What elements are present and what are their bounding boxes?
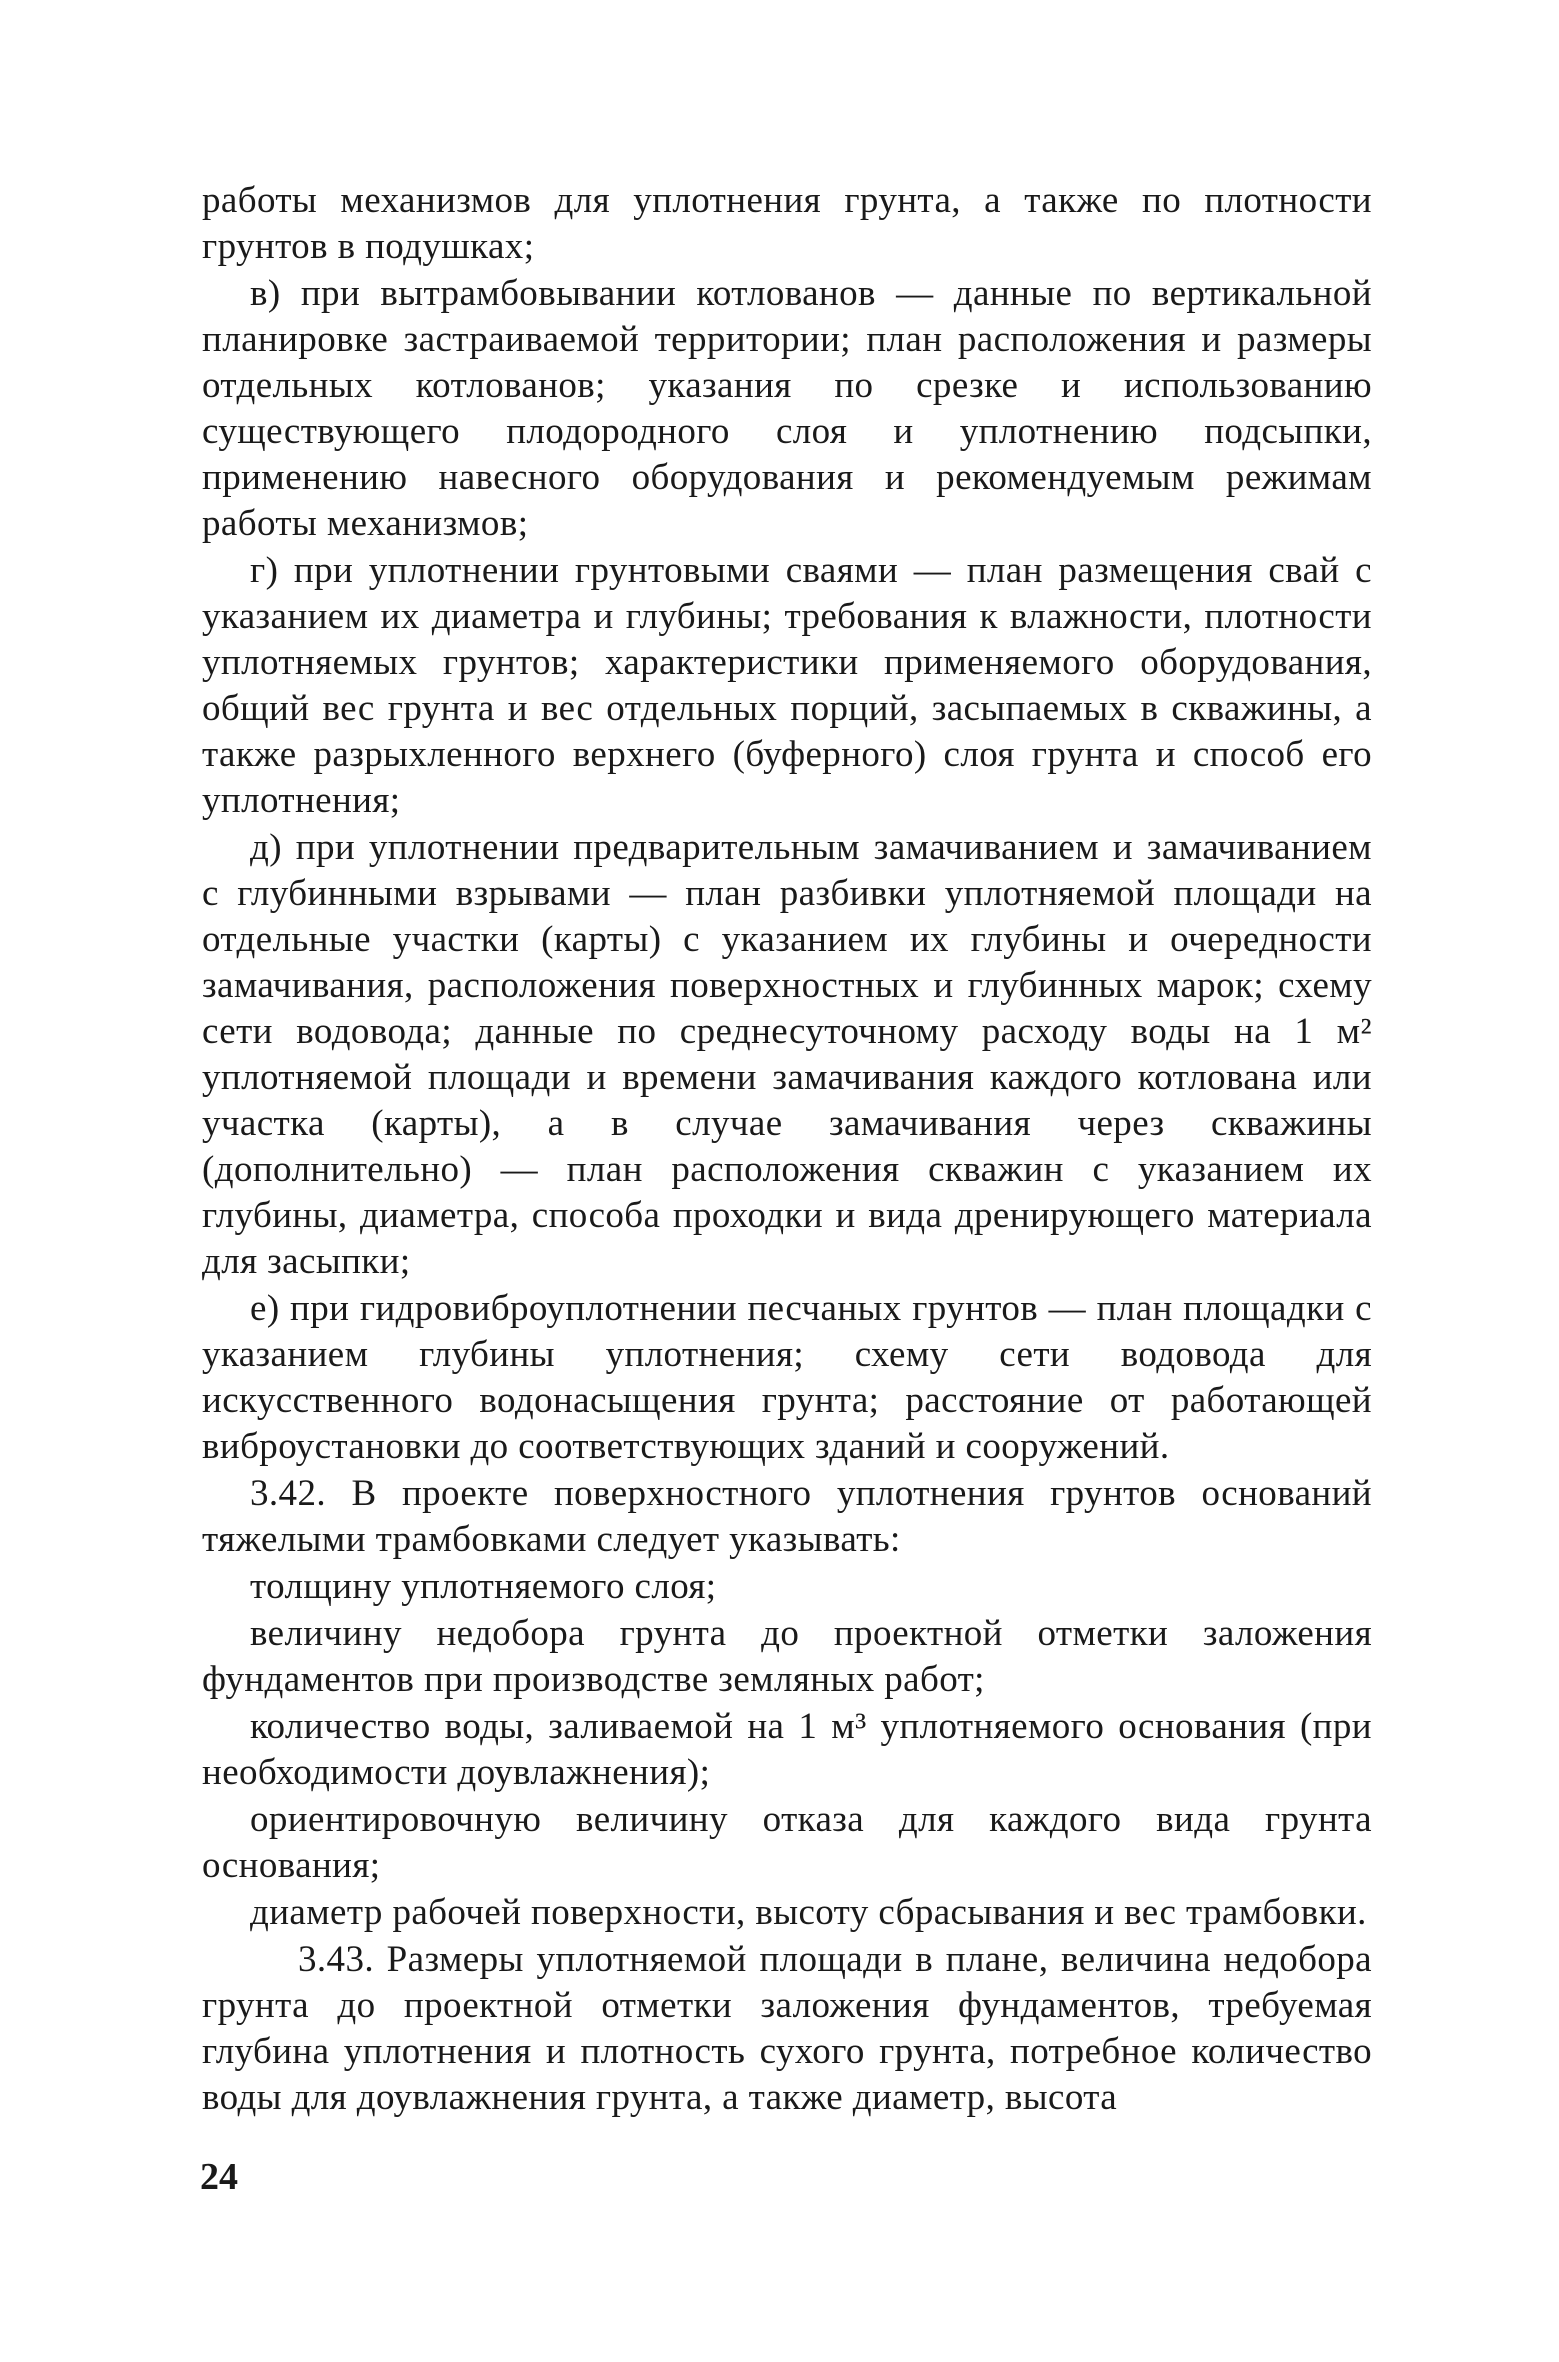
paragraph-3-43: 3.43. Размеры уплотняемой площади в плане, величина недобора грунта до проектной отметки заложения фундаментов, требуемая глубина уплотнения и плотность сухого грунта, потребное количество воды для доувлажнения грунта, а также диаметр, высота xyxy=(202,1939,1372,2118)
paragraph-list-item-5: диаметр рабочей поверхности, высоту сбрасывания и вес трамбовки. xyxy=(250,1892,1367,1933)
paragraph-item-d: д) при уплотнении предварительным замачиванием и замачиванием с глубинными взрывами — план разбивки уплотняемой площади на отдельные участки (карты) с указанием их глубины и очередности замачивания, расположения поверхностных и глубинных марок; схему сети водовода; данные по среднесуточному расходу воды на 1 м² уплотняемой площади и времени замачивания каждого котлована или участка (карты), а в случае замачивания через скважины (дополнительно) — план расположения скважин с указанием их глубины, диаметра, способа проходки и вида дренирующего материала для засыпки; xyxy=(202,827,1372,1282)
paragraph-list-item-2: величину недобора грунта до проектной отметки заложения фундаментов при производстве земляных работ; xyxy=(202,1613,1372,1700)
paragraph-item-g: г) при уплотнении грунтовыми сваями — план размещения свай с указанием их диаметра и глубины; требования к влажности, плотности уплотняемых грунтов; характеристики применяемого оборудования, общий вес грунта и вес отдельных порций, засыпаемых в скважины, а также разрыхленного верхнего (буферного) слоя грунта и способ его уплотнения; xyxy=(202,550,1372,821)
page-number: 24 xyxy=(200,2156,238,2198)
document-body xyxy=(202,178,1372,2122)
paragraph-list-item-3: количество воды, заливаемой на 1 м³ уплотняемого основания (при необходимости доувлажнения); xyxy=(202,1706,1372,1793)
paragraph-item-e: е) при гидровиброуплотнении песчаных грунтов — план площадки с указанием глубины уплотнения; схему сети водовода для искусственного водонасыщения грунта; расстояние от работающей виброустановки до соответствующих зданий и сооружений. xyxy=(202,1288,1372,1467)
paragraph-3-42: 3.42. В проекте поверхностного уплотнения грунтов оснований тяжелыми трамбовками следует указывать: xyxy=(202,1473,1372,1560)
paragraph-list-item-1: толщину уплотняемого слоя; xyxy=(250,1566,717,1607)
paragraph-item-v: в) при вытрамбовывании котлованов — данные по вертикальной планировке застраиваемой территории; план расположения и размеры отдельных котлованов; указания по срезке и использованию существующего плодородного слоя и уплотнению подсыпки, применению навесного оборудования и рекомендуемым режимам работы механизмов; xyxy=(202,273,1372,544)
paragraph-list-item-4: ориентировочную величину отказа для каждого вида грунта основания; xyxy=(202,1799,1372,1886)
paragraph-continuation: работы механизмов для уплотнения грунта, а также по плотности грунтов в подушках; xyxy=(202,180,1372,267)
